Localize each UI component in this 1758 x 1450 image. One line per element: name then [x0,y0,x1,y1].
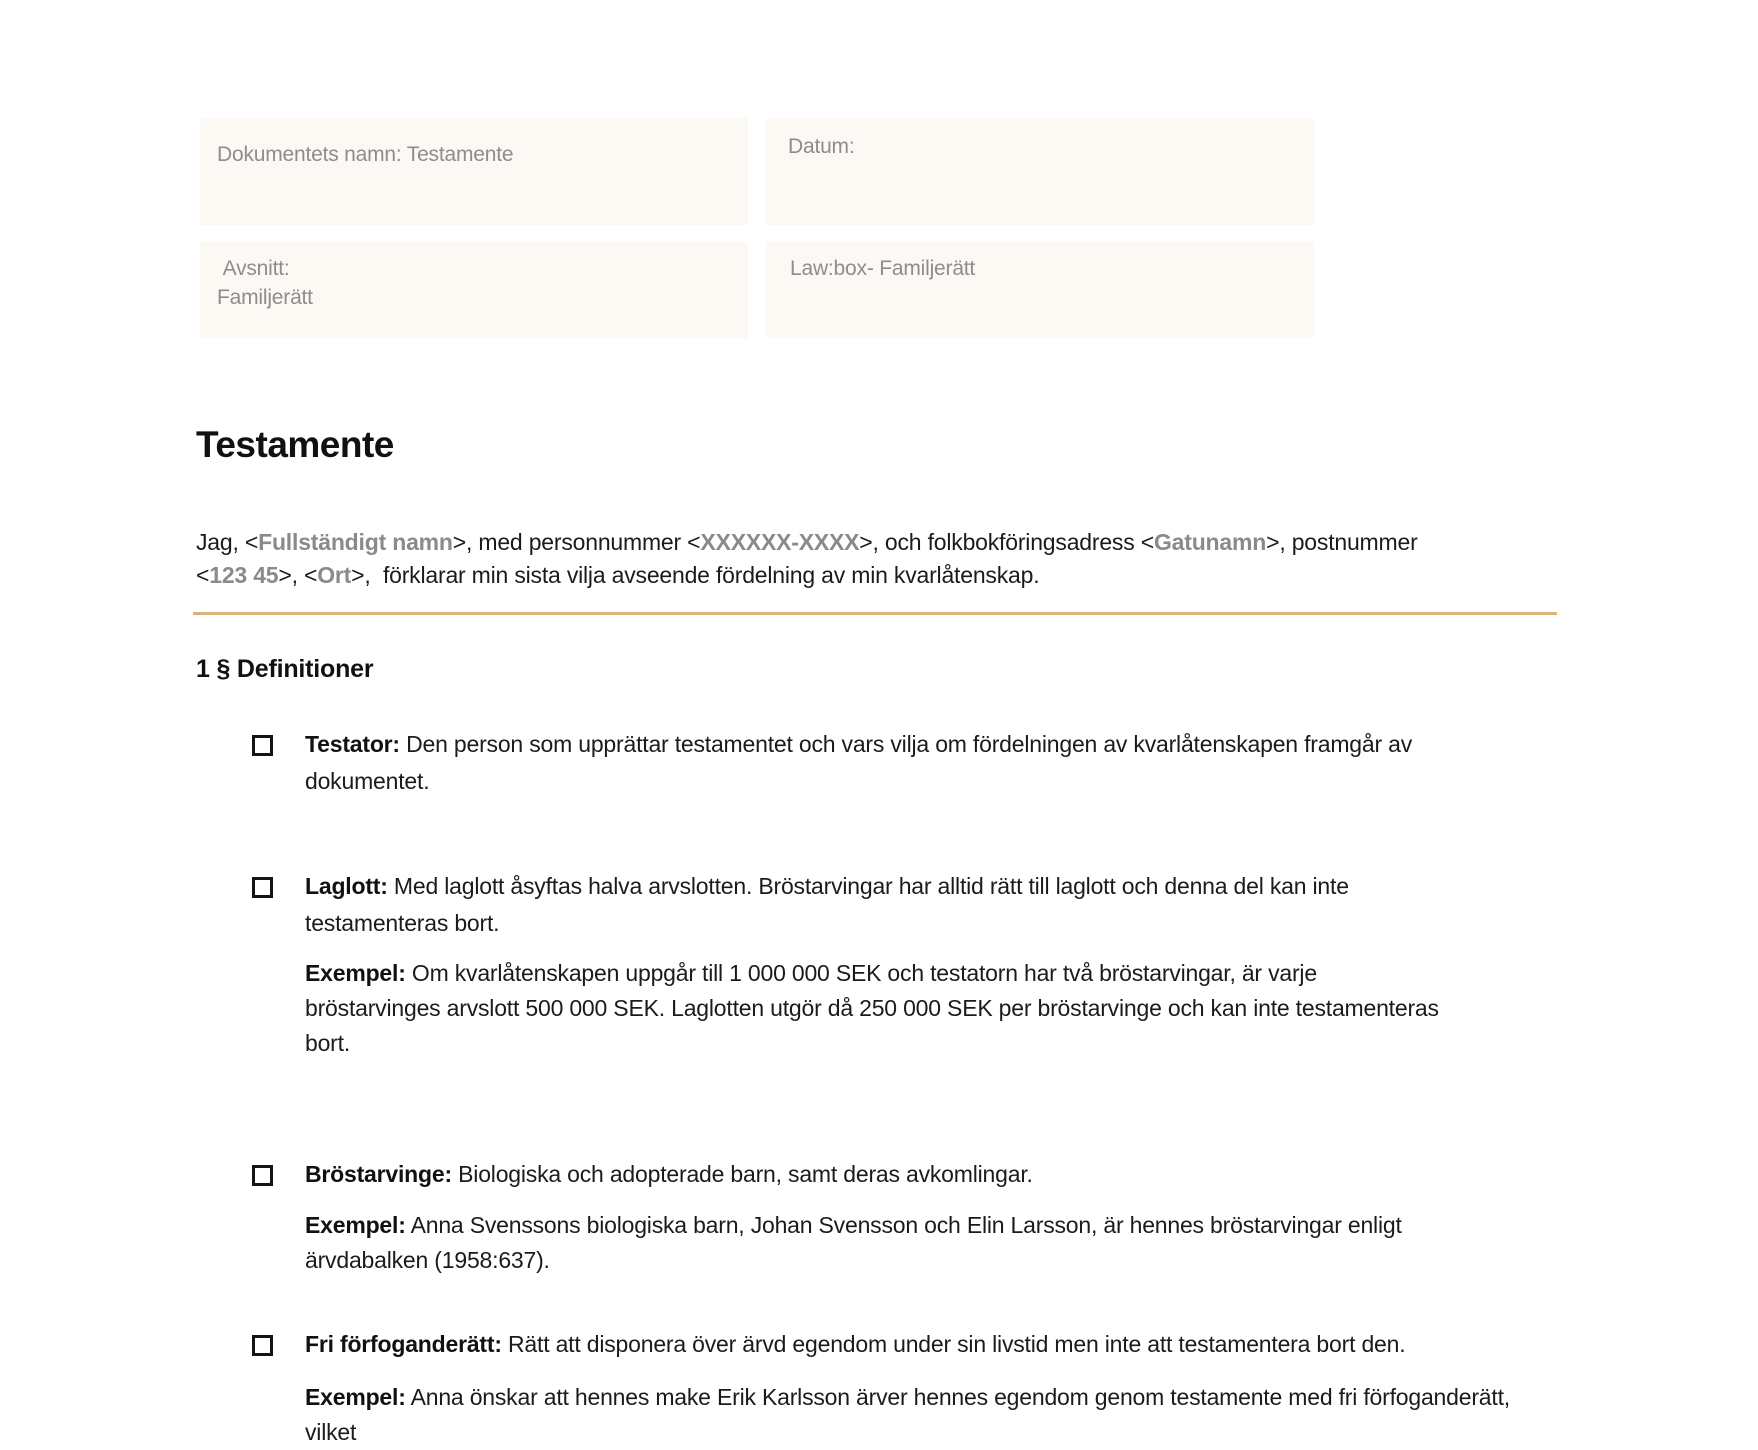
intro-text-segment: >, postnummer < [196,529,1418,588]
section-heading: 1 § Definitioner [196,655,374,683]
intro-text-segment: >, och folkbokföringsadress < [859,529,1154,555]
example-label: Exempel: [305,960,406,986]
example-label: Exempel: [305,1212,406,1238]
definition-text: Den person som upprättar testamentet och vars vilja om fördelningen av kvarlåtenskapen framgår av dokumentet. [305,731,1413,794]
definition-term: Testator: [305,731,400,757]
field-datum[interactable] [766,118,1314,225]
definition-item-brostarvinge [252,1156,1542,1193]
intro-paragraph [196,526,1557,592]
example-block-laglott [305,956,1542,1061]
placeholder-gatunamn: Gatunamn [1153,529,1267,555]
intro-text-segment: >, < [278,562,318,588]
definition-item-testator [252,726,1542,800]
definition-text: Biologiska och adopterade barn, samt deras avkomlingar. [458,1161,1033,1187]
example-text: Om kvarlåtenskapen uppgår till 1 000 000 SEK och testatorn har två bröstarvingar, är varje bröstarvinges arvslott 500 000 SEK. Laglotten utgör då 250 000 SEK per bröstarvinge och kan inte testamenteras bort. [305,960,1439,1056]
definition-term: Laglott: [305,873,388,899]
intro-text-segment: Jag, < [196,529,259,555]
field-dokumentets-namn[interactable] [200,118,748,225]
field-avsnitt-label: Avsnitt: Familjerätt [217,257,313,309]
page-title: Testamente [196,424,394,465]
field-lawbox[interactable] [766,242,1314,338]
intro-text-segment: >, förklarar min sista vilja avseende fördelning av min kvarlåtenskap. [351,562,1040,588]
definition-term: Fri förfoganderätt: [305,1331,502,1357]
section-divider [193,612,1557,615]
placeholder-personnummer: XXXXXX-XXXX [700,529,860,555]
field-dokumentets-namn-label: Dokumentets namn: Testamente [217,143,514,166]
definition-term: Bröstarvinge: [305,1161,452,1187]
example-block-fri-forfoganderatt [305,1380,1542,1450]
placeholder-ort: Ort [317,562,352,588]
example-label: Exempel: [305,1384,406,1410]
definition-checkbox[interactable] [252,1335,273,1356]
definition-checkbox[interactable] [252,735,273,756]
definition-item-fri-forfoganderatt [252,1326,1542,1363]
example-block-brostarvinge [305,1208,1542,1278]
definition-checkbox[interactable] [252,1165,273,1186]
field-datum-label: Datum: [788,135,855,158]
definition-text: Rätt att disponera över ärvd egendom under sin livstid men inte att testamentera bort den. [508,1331,1406,1357]
example-text: Anna Svenssons biologiska barn, Johan Svensson och Elin Larsson, är hennes bröstarvingar enligt ärvdabalken (1958:637). [305,1212,1402,1273]
intro-text-segment: >, med personnummer < [452,529,701,555]
placeholder-postnummer: 123 45 [209,562,279,588]
placeholder-full-name: Fullständigt namn [258,529,453,555]
field-lawbox-label: Law:box- Familjerätt [790,257,976,280]
definition-checkbox[interactable] [252,877,273,898]
meta-field-grid [200,118,1314,338]
definition-text: Med laglott åsyftas halva arvslotten. Bröstarvingar har alltid rätt till laglott och denna del kan inte testamenteras bort. [305,873,1349,936]
field-avsnitt[interactable] [200,242,748,338]
example-text: Anna önskar att hennes make Erik Karlsson ärver hennes egendom genom testamente med fri förfoganderätt, vilket [305,1384,1517,1445]
definition-item-laglott [252,868,1542,942]
